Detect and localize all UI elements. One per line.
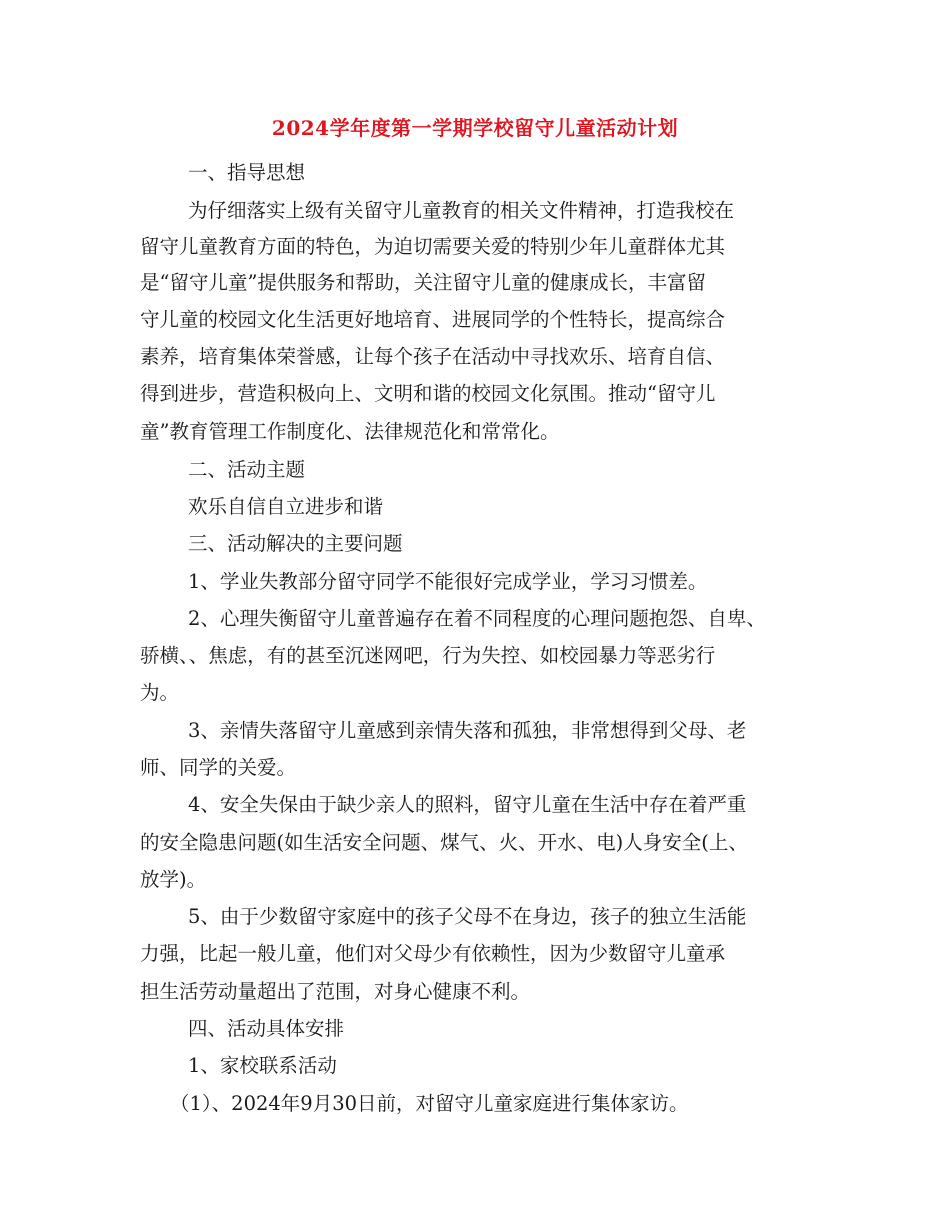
list-item: 4、安全失保由于缺少亲人的照料，留守儿童在生活中存在着严重 [188, 793, 747, 816]
paragraph-line: 担生活劳动量超出了范围，对身心健康不利。 [140, 980, 531, 1003]
list-item: 1、家校联系活动 [188, 1054, 337, 1077]
paragraph-line: 守儿童的校园文化生活更好地培育、进展同学的个性特长，提高综合 [140, 308, 726, 331]
section-heading-2: 二、活动主题 [188, 458, 306, 481]
paragraph-line: 是“留守儿童”提供服务和帮助，关注留守儿童的健康成长，丰富留 [140, 271, 706, 294]
list-item: 3、亲情失落留守儿童感到亲情失落和孤独，非常想得到父母、老 [188, 719, 747, 742]
paragraph-line: 留守儿童教育方面的特色，为迫切需要关爱的特别少年儿童群体尤其 [140, 235, 726, 258]
section-heading-1: 一、指导思想 [188, 161, 306, 184]
paragraph-line: 骄横、、焦虑，有的甚至沉迷网吧，行为失控、如校园暴力等恶劣行 [140, 644, 716, 667]
paragraph-line: 放学)。 [140, 868, 207, 891]
paragraph-line: 力强，比起一般儿童，他们对父母少有依赖性，因为少数留守儿童承 [140, 942, 726, 965]
list-item: 2、心理失衡留守儿童普遍存在着不同程度的心理问题抱怨、自卑、 [188, 607, 766, 630]
paragraph-line: 为。 [140, 681, 180, 704]
document-title: 2024学年度第一学期学校留守儿童活动计划 [271, 116, 679, 140]
list-item: 5、由于少数留守家庭中的孩子父母不在身边，孩子的独立生活能 [188, 905, 747, 928]
paragraph-line: 得到进步，营造积极向上、文明和谐的校园文化氛围。推动“留守儿 [140, 382, 716, 405]
paragraph-line: 师、同学的关爱。 [140, 756, 297, 779]
section-heading-4: 四、活动具体安排 [188, 1017, 345, 1040]
paragraph-line: 欢乐自信自立进步和谐 [188, 495, 384, 518]
paragraph-line: 童”教育管理工作制度化、法律规范化和常常化。 [140, 420, 560, 443]
list-item: （1）、2024年9月30日前，对留守儿童家庭进行集体家访。 [170, 1092, 689, 1115]
paragraph-line: 为仔细落实上级有关留守儿童教育的相关文件精神，打造我校在 [188, 199, 735, 222]
list-item: 1、学业失教部分留守同学不能很好完成学业，学习习惯差。 [188, 570, 708, 593]
paragraph-line: 的安全隐患问题(如生活安全问题、煤气、火、开水、电)人身安全(上、 [140, 831, 748, 854]
section-heading-3: 三、活动解决的主要问题 [188, 532, 403, 555]
paragraph-line: 素养，培育集体荣誉感，让每个孩子在活动中寻找欢乐、培育自信、 [140, 345, 726, 368]
